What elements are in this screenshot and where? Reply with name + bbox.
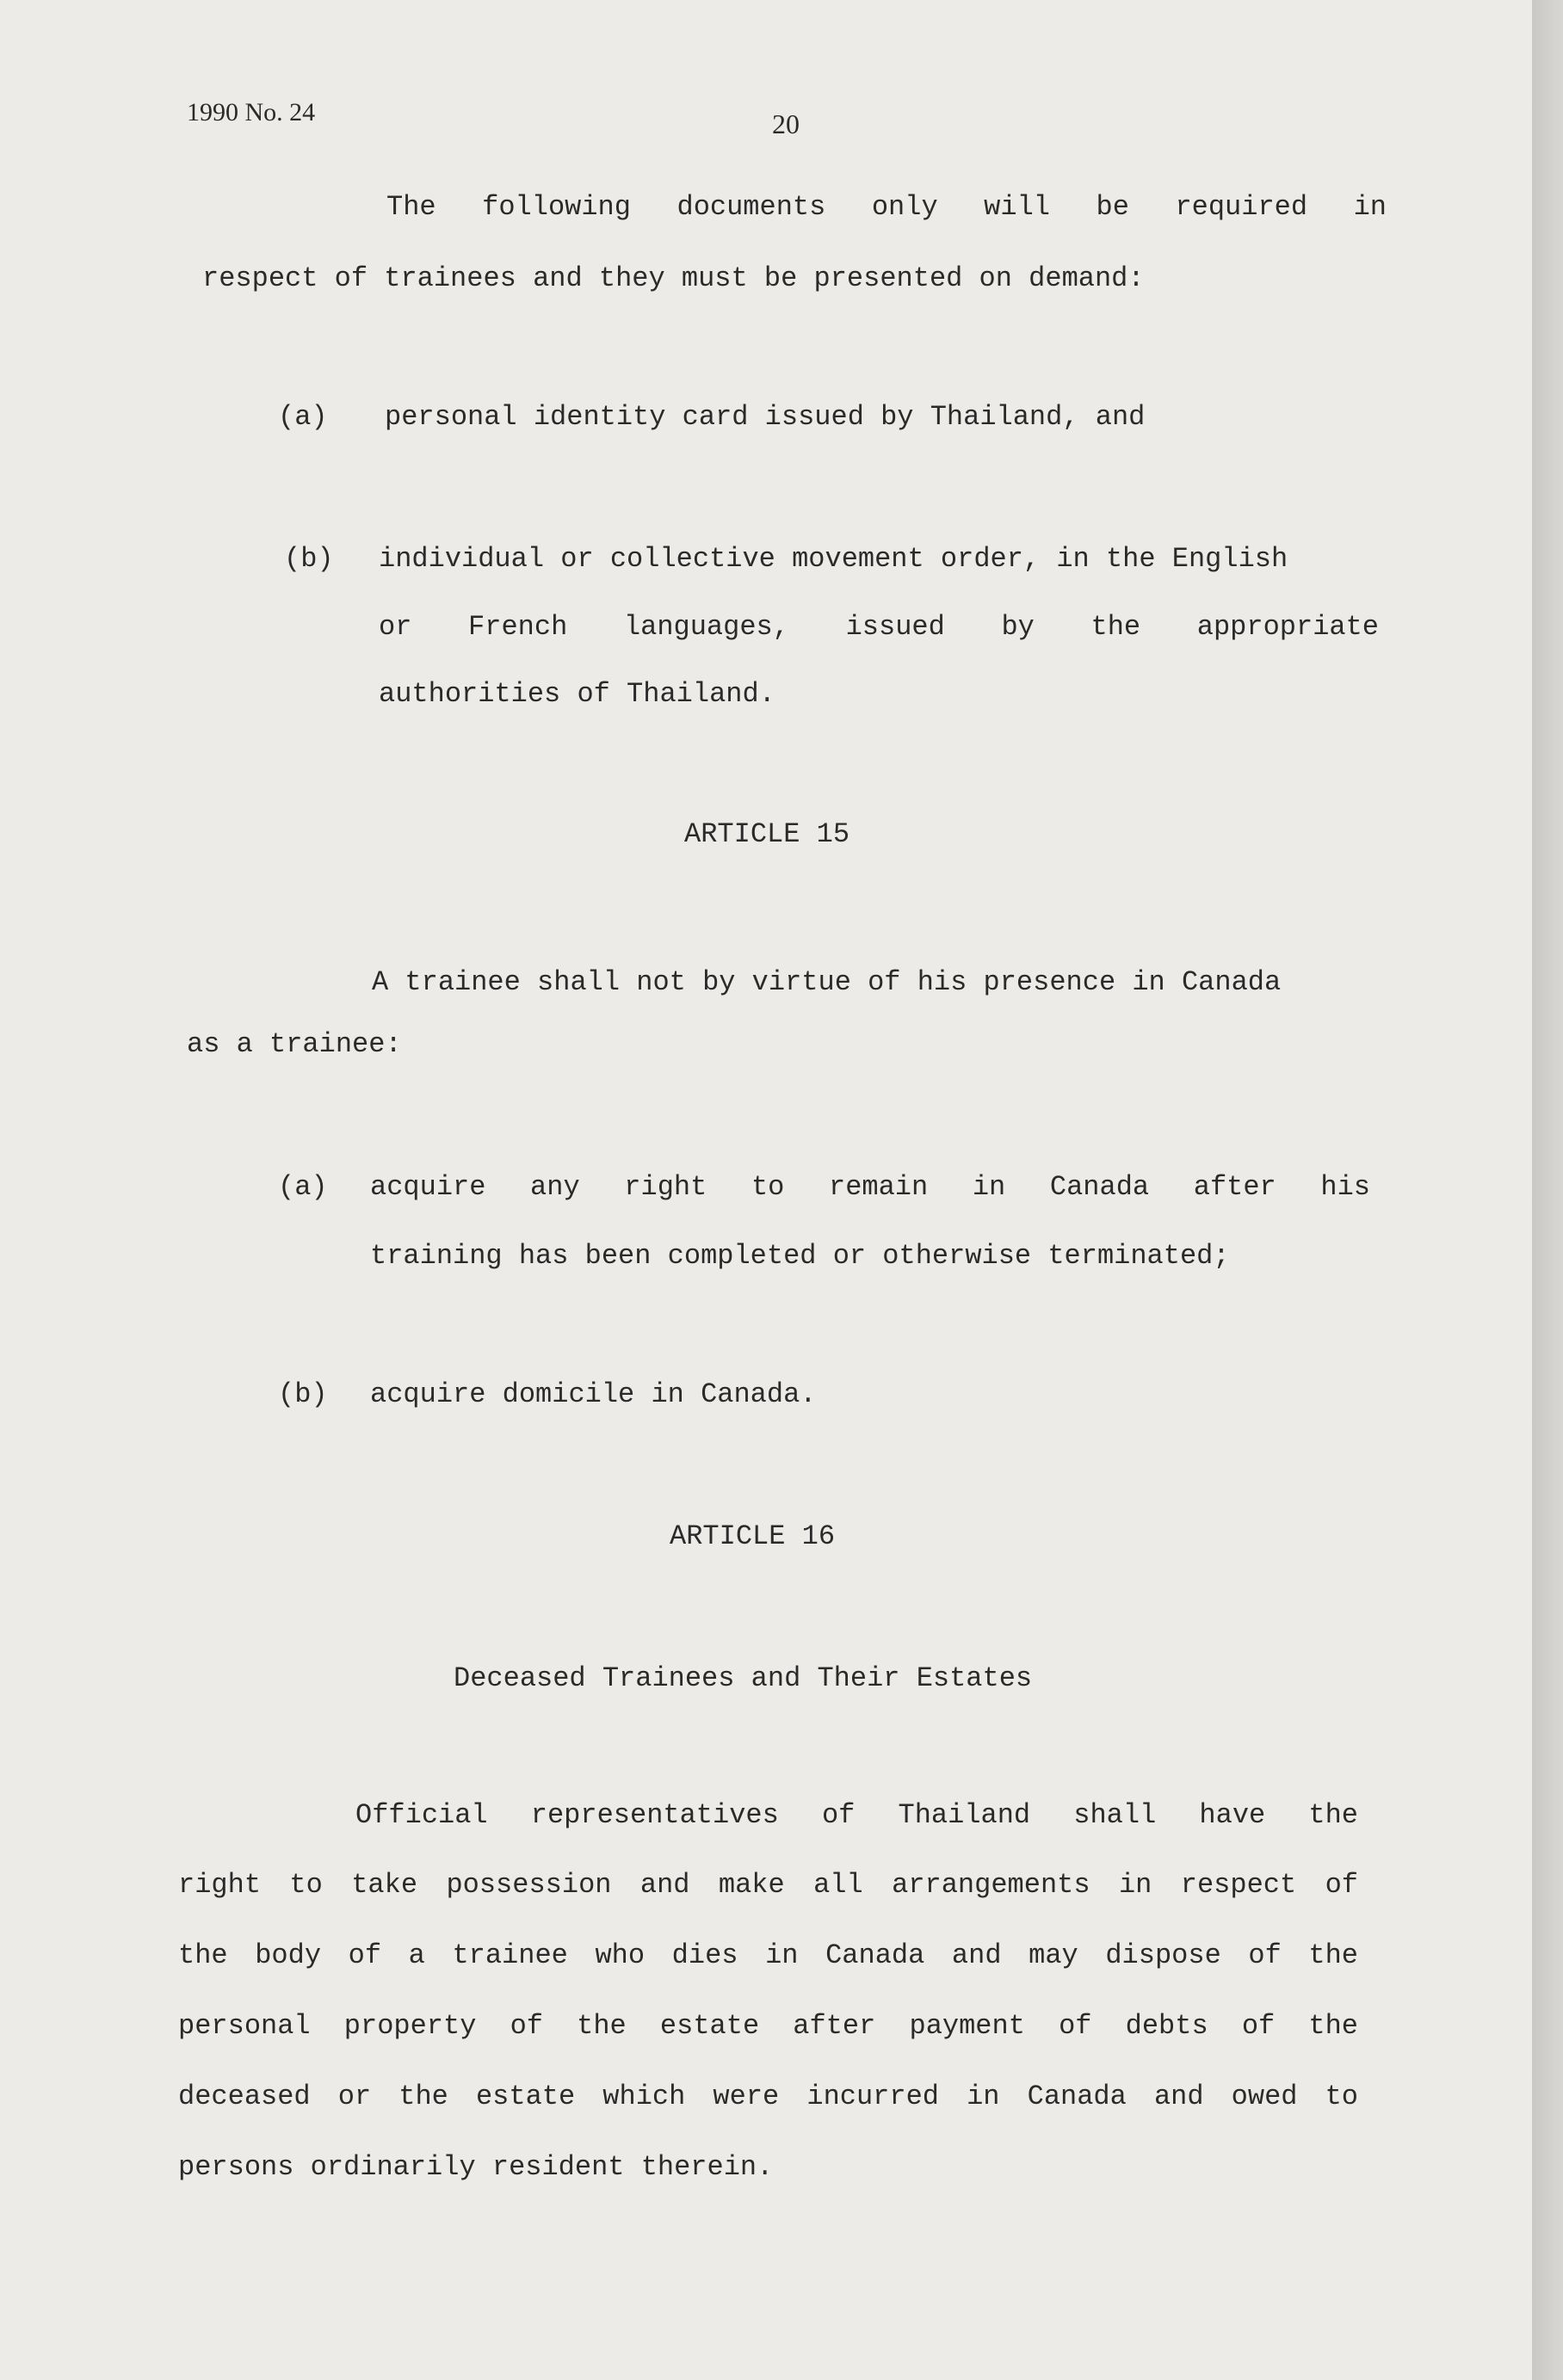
intro-item-a-label: (a) — [278, 401, 328, 433]
article-16-line-2: right to take possession and make all arrangements in respect of — [178, 1869, 1358, 1901]
article-15-item-a-line-2: training has been completed or otherwise terminated; — [370, 1240, 1230, 1272]
article-16-line-3: the body of a trainee who dies in Canada and may dispose of the — [178, 1939, 1358, 1971]
intro-item-b-line-1: individual or collective movement order, in the English — [379, 543, 1288, 575]
article-16-line-4: personal property of the estate after payment of debts of the — [178, 2010, 1358, 2042]
intro-line-1: The following documents only will be required in — [386, 191, 1387, 223]
header-year-number: 1990 No. 24 — [187, 98, 316, 126]
article-15-item-a-label: (a) — [278, 1171, 328, 1203]
article-16-heading: ARTICLE 16 — [670, 1520, 836, 1552]
intro-item-b-line-3: authorities of Thailand. — [379, 678, 775, 710]
header-page-number: 20 — [772, 108, 800, 139]
article-15-heading: ARTICLE 15 — [684, 818, 850, 850]
article-16-line-6: persons ordinarily resident therein. — [178, 2151, 774, 2183]
intro-item-b-label: (b) — [284, 543, 334, 575]
article-15-item-a-line-1: acquire any right to remain in Canada after his — [370, 1171, 1370, 1203]
article-15-line-1: A trainee shall not by virtue of his presence in Canada — [372, 966, 1282, 998]
intro-item-a-text: personal identity card issued by Thailand, and — [385, 401, 1146, 433]
article-15-line-2: as a trainee: — [187, 1028, 402, 1060]
intro-line-2: respect of trainees and they must be presented on demand: — [202, 262, 1145, 294]
article-15-item-b-text: acquire domicile in Canada. — [370, 1378, 817, 1410]
article-16-subheading: Deceased Trainees and Their Estates — [454, 1662, 1033, 1694]
intro-item-b-line-2: or French languages, issued by the appropriate — [379, 611, 1379, 643]
page-edge-shadow — [1532, 0, 1563, 2380]
article-15-item-b-label: (b) — [278, 1378, 328, 1410]
article-16-line-1: Official representatives of Thailand shall have the — [355, 1799, 1358, 1831]
article-16-line-5: deceased or the estate which were incurred in Canada and owed to — [178, 2081, 1358, 2112]
